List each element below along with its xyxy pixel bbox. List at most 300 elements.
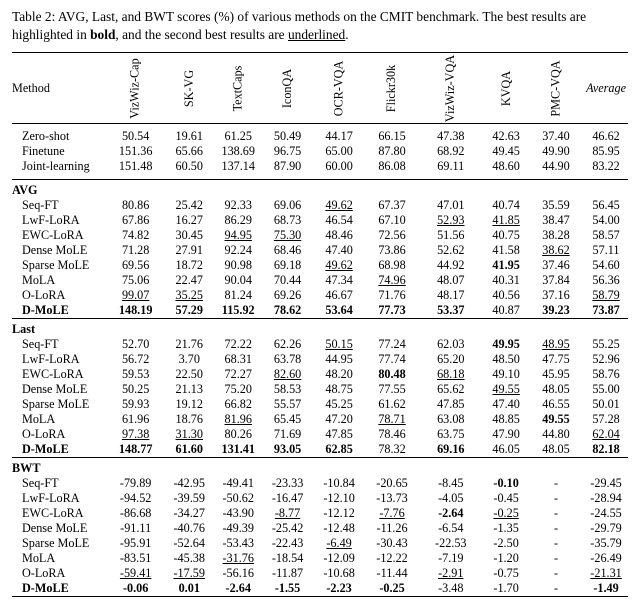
score-cell: 55.25 <box>592 337 620 351</box>
score-cell: -4.05 <box>438 491 464 505</box>
score-cell: 78.62 <box>273 303 302 317</box>
method-name: D-MoLE <box>22 442 69 456</box>
score-cell: 58.57 <box>592 228 620 242</box>
score-cell: 80.26 <box>224 427 252 441</box>
score-cell: 69.06 <box>273 198 302 212</box>
score-cell: 72.22 <box>224 337 252 351</box>
score-cell: -22.43 <box>271 536 304 550</box>
score-cell: 131.41 <box>221 442 255 456</box>
score-cell: 96.75 <box>273 144 302 158</box>
score-cell: 58.79 <box>592 288 620 302</box>
score-cell: 52.96 <box>592 352 620 366</box>
score-cell: -0.45 <box>493 491 519 505</box>
score-cell: -12.22 <box>376 551 408 565</box>
score-cell: 66.15 <box>378 129 406 143</box>
score-cell: 69.11 <box>437 159 465 173</box>
score-cell: -12.10 <box>323 491 355 505</box>
score-cell: 82.60 <box>273 367 302 381</box>
score-cell: -20.65 <box>376 476 408 490</box>
score-cell: 47.20 <box>325 412 353 426</box>
score-cell: 50.01 <box>592 397 620 411</box>
score-cell: 59.93 <box>121 397 150 411</box>
score-cell: 45.95 <box>542 367 570 381</box>
method-name: MoLA <box>22 273 56 287</box>
score-cell: -2.64 <box>438 506 464 520</box>
score-cell: -1.49 <box>584 581 628 597</box>
score-cell: 40.75 <box>492 228 520 242</box>
table-row <box>12 144 628 159</box>
method-name: Sparse MoLE <box>22 258 90 272</box>
score-cell: -40.76 <box>173 521 205 535</box>
score-cell: 75.20 <box>224 382 252 396</box>
score-cell: 65.20 <box>437 352 465 366</box>
score-cell: 47.85 <box>325 427 353 441</box>
score-cell: 67.37 <box>378 198 406 212</box>
results-table <box>12 52 628 597</box>
method-name: EWC-LoRA <box>22 506 84 520</box>
table-caption <box>12 8 628 44</box>
score-cell: 18.76 <box>175 412 203 426</box>
score-cell: -0.25 <box>493 506 519 520</box>
score-cell: 37.16 <box>542 288 570 302</box>
score-cell: 63.78 <box>273 352 302 366</box>
method-name: Sparse MoLE <box>22 397 90 411</box>
score-cell: -91.11 <box>120 521 152 535</box>
score-cell: -94.52 <box>119 491 152 505</box>
method-name: O-LoRA <box>22 566 66 580</box>
score-cell: 48.95 <box>542 337 570 351</box>
score-cell: 48.05 <box>542 442 570 456</box>
score-cell: -13.73 <box>376 491 408 505</box>
score-cell: 77.24 <box>378 337 406 351</box>
score-cell: 35.59 <box>542 198 570 212</box>
table-row <box>12 288 628 303</box>
score-cell: 61.62 <box>378 397 406 411</box>
score-cell: 38.28 <box>542 228 570 242</box>
score-cell: 138.69 <box>221 144 255 158</box>
score-cell: 77.74 <box>378 352 406 366</box>
score-cell: 40.56 <box>492 288 520 302</box>
score-cell: 51.56 <box>437 228 465 242</box>
score-cell: -42.95 <box>173 476 205 490</box>
score-cell: 81.24 <box>224 288 252 302</box>
score-cell: 58.76 <box>592 367 620 381</box>
score-cell: 65.62 <box>437 382 465 396</box>
score-cell: 49.55 <box>492 382 520 396</box>
score-cell: -29.79 <box>590 521 622 535</box>
score-cell: - <box>553 521 558 535</box>
score-cell: 71.76 <box>378 288 406 302</box>
header-vizwiz-vqa: VizWiz-VQA <box>417 53 484 124</box>
table-row <box>12 352 628 367</box>
table-row <box>12 566 628 581</box>
score-cell: 44.92 <box>437 258 465 272</box>
table-row <box>12 228 628 243</box>
score-cell: -2.91 <box>438 566 464 580</box>
score-cell: 86.08 <box>378 159 406 173</box>
score-cell: 47.85 <box>437 397 465 411</box>
score-cell: 73.86 <box>378 243 406 257</box>
score-cell: -11.44 <box>376 566 408 580</box>
section-title: Last <box>12 319 628 338</box>
score-cell: 56.72 <box>121 352 150 366</box>
score-cell: -10.68 <box>323 566 355 580</box>
score-cell: -1.70 <box>484 581 528 597</box>
table-row <box>12 243 628 258</box>
score-cell: -29.45 <box>590 476 622 490</box>
score-cell: 48.60 <box>492 159 520 173</box>
score-cell: 48.75 <box>325 382 353 396</box>
score-cell: 46.67 <box>325 288 353 302</box>
score-cell: 61.60 <box>175 442 203 456</box>
score-cell: 68.46 <box>273 243 302 257</box>
score-cell: 69.56 <box>121 258 150 272</box>
score-cell: 47.01 <box>437 198 465 212</box>
score-cell: -2.23 <box>311 581 367 597</box>
score-cell: 47.38 <box>437 129 465 143</box>
section-title: BWT <box>12 458 628 477</box>
score-cell: 39.23 <box>542 303 570 317</box>
score-cell: 90.04 <box>224 273 252 287</box>
score-cell: 69.16 <box>437 442 465 456</box>
score-cell: 57.11 <box>592 243 620 257</box>
method-name: EWC-LoRA <box>22 228 84 242</box>
score-cell: 77.73 <box>378 303 406 317</box>
score-cell: 62.85 <box>325 442 353 456</box>
score-cell: 3.70 <box>178 352 200 366</box>
score-cell: -43.90 <box>222 506 254 520</box>
score-cell: 31.30 <box>175 427 203 441</box>
score-cell: -12.48 <box>323 521 355 535</box>
score-cell: -0.10 <box>493 476 519 490</box>
score-cell: -39.59 <box>173 491 205 505</box>
score-cell: -53.43 <box>222 536 254 550</box>
score-cell: 97.38 <box>121 427 150 441</box>
score-cell: 18.72 <box>175 258 203 272</box>
score-cell: -1.20 <box>493 551 519 565</box>
score-cell: 65.45 <box>273 412 302 426</box>
score-cell: 65.00 <box>325 144 353 158</box>
score-cell: 50.54 <box>121 129 150 143</box>
score-cell: 62.26 <box>273 337 302 351</box>
table-row <box>12 273 628 288</box>
method-name: EWC-LoRA <box>22 367 84 381</box>
score-cell: 48.46 <box>325 228 353 242</box>
score-cell: 49.90 <box>542 144 570 158</box>
table-row <box>12 337 628 352</box>
score-cell: 52.70 <box>121 337 150 351</box>
score-cell: -3.48 <box>417 581 484 597</box>
header-row <box>12 53 628 124</box>
score-cell: 151.48 <box>118 159 153 173</box>
score-cell: -2.64 <box>213 581 264 597</box>
table-row <box>12 213 628 228</box>
method-name: LwF-LoRA <box>22 213 80 227</box>
score-cell: 75.30 <box>273 228 302 242</box>
method-name: MoLA <box>22 551 56 565</box>
score-cell: 90.98 <box>224 258 252 272</box>
score-cell: 63.08 <box>437 412 465 426</box>
score-cell: 21.13 <box>175 382 203 396</box>
method-name: Dense MoLE <box>22 382 88 396</box>
caption-text-mid: , and the second best results are <box>115 27 288 42</box>
method-name: Sparse MoLE <box>22 536 90 550</box>
score-cell: 115.92 <box>221 303 255 317</box>
score-cell: 37.84 <box>542 273 570 287</box>
score-cell: 16.27 <box>175 213 203 227</box>
score-cell: 74.82 <box>121 228 150 242</box>
score-cell: - <box>553 491 558 505</box>
table-row <box>12 303 628 319</box>
score-cell: 50.15 <box>325 337 353 351</box>
score-cell: 52.93 <box>437 213 465 227</box>
score-cell: 46.62 <box>592 129 620 143</box>
score-cell: -6.49 <box>326 536 352 550</box>
score-cell: 0.01 <box>166 581 213 597</box>
score-cell: 49.45 <box>492 144 520 158</box>
score-cell: -25.42 <box>271 521 304 535</box>
method-name: O-LoRA <box>22 427 66 441</box>
score-cell: -8.45 <box>438 476 464 490</box>
score-cell: 37.46 <box>542 258 570 272</box>
score-cell: 45.25 <box>325 397 353 411</box>
score-cell: 69.26 <box>273 288 302 302</box>
score-cell: 61.96 <box>121 412 150 426</box>
header-vizwiz-cap: VizWiz-Cap <box>105 53 165 124</box>
score-cell: 47.40 <box>325 243 353 257</box>
table-row <box>12 412 628 427</box>
score-cell: 68.92 <box>437 144 465 158</box>
method-name: LwF-LoRA <box>22 491 80 505</box>
score-cell: -34.27 <box>173 506 205 520</box>
score-cell: 49.62 <box>325 258 353 272</box>
score-cell: -11.26 <box>376 521 408 535</box>
table-row <box>12 382 628 397</box>
score-cell: 57.28 <box>592 412 620 426</box>
score-cell: 63.75 <box>437 427 465 441</box>
score-cell: -50.62 <box>222 491 254 505</box>
score-cell: 40.87 <box>492 303 520 317</box>
method-name: Dense MoLE <box>22 243 88 257</box>
score-cell: 40.74 <box>492 198 520 212</box>
score-cell: 68.18 <box>437 367 465 381</box>
score-cell: 44.80 <box>542 427 570 441</box>
score-cell: 57.29 <box>175 303 203 317</box>
score-cell: 60.00 <box>325 159 353 173</box>
score-cell: 68.98 <box>378 258 406 272</box>
score-cell: -79.89 <box>119 476 152 490</box>
score-cell: -0.75 <box>493 566 519 580</box>
section-header <box>12 458 628 477</box>
score-cell: 74.96 <box>378 273 406 287</box>
score-cell: 68.73 <box>273 213 302 227</box>
method-name: MoLA <box>22 412 56 426</box>
table-row <box>12 397 628 412</box>
score-cell: 48.50 <box>492 352 520 366</box>
score-cell: -49.39 <box>222 521 254 535</box>
score-cell: 48.05 <box>542 382 570 396</box>
caption-text-end: . <box>345 27 349 42</box>
score-cell: 46.54 <box>325 213 353 227</box>
score-cell: 65.66 <box>175 144 203 158</box>
header-flickr30k: Flickr30k <box>367 53 417 124</box>
score-cell: 48.20 <box>325 367 353 381</box>
score-cell: 21.76 <box>175 337 203 351</box>
score-cell: 92.24 <box>224 243 252 257</box>
score-cell: - <box>553 536 558 550</box>
score-cell: 46.05 <box>492 442 520 456</box>
score-cell: 151.36 <box>118 144 153 158</box>
score-cell: 47.34 <box>325 273 353 287</box>
score-cell: 62.04 <box>592 427 620 441</box>
score-cell: -7.19 <box>438 551 464 565</box>
score-cell: 44.95 <box>325 352 353 366</box>
method-name: Seq-FT <box>22 198 59 212</box>
caption-underline-word: underlined <box>287 27 346 42</box>
header-kvqa: KVQA <box>484 53 528 124</box>
score-cell: 148.77 <box>118 442 153 456</box>
method-name: Joint-learning <box>22 159 90 173</box>
score-cell: 55.57 <box>273 397 302 411</box>
score-cell: -0.25 <box>367 581 417 597</box>
score-cell: 59.53 <box>121 367 150 381</box>
score-cell: 22.50 <box>175 367 203 381</box>
score-cell: - <box>553 551 558 565</box>
table-row <box>12 367 628 382</box>
score-cell: 46.55 <box>542 397 570 411</box>
table-row <box>12 427 628 442</box>
score-cell: 54.00 <box>592 213 620 227</box>
score-cell: 86.29 <box>224 213 252 227</box>
score-cell: 92.33 <box>224 198 252 212</box>
table-row <box>12 521 628 536</box>
score-cell: 81.96 <box>224 412 252 426</box>
score-cell: 48.17 <box>437 288 465 302</box>
score-cell: -21.31 <box>590 566 622 580</box>
score-cell: -16.47 <box>271 491 304 505</box>
method-name: Finetune <box>22 144 65 158</box>
score-cell: 73.87 <box>592 303 620 317</box>
section-header <box>12 319 628 338</box>
score-cell: 42.63 <box>492 129 520 143</box>
score-cell: 44.90 <box>542 159 570 173</box>
score-cell: 48.07 <box>437 273 465 287</box>
score-cell: -35.79 <box>590 536 622 550</box>
score-cell: 137.14 <box>221 159 255 173</box>
score-cell: 82.18 <box>592 442 620 456</box>
score-cell: 75.06 <box>121 273 150 287</box>
score-cell: 30.45 <box>175 228 203 242</box>
score-cell: 148.19 <box>118 303 153 317</box>
score-cell: 87.80 <box>378 144 406 158</box>
header-average: Average <box>584 53 628 124</box>
table-body <box>12 124 628 597</box>
header-sk-vg: SK-VG <box>166 53 213 124</box>
score-cell: 19.61 <box>175 129 203 143</box>
score-cell: 48.85 <box>492 412 520 426</box>
method-name: Dense MoLE <box>22 521 88 535</box>
score-cell: 78.46 <box>378 427 406 441</box>
score-cell: 61.25 <box>224 129 252 143</box>
score-cell: 50.49 <box>273 129 302 143</box>
score-cell: 35.25 <box>175 288 203 302</box>
table-row <box>12 258 628 273</box>
score-cell: 80.48 <box>378 367 406 381</box>
score-cell: -2.50 <box>493 536 519 550</box>
header-ocr-vqa: OCR-VQA <box>311 53 367 124</box>
score-cell: 66.82 <box>224 397 252 411</box>
method-name: O-LoRA <box>22 288 66 302</box>
score-cell: 19.12 <box>175 397 203 411</box>
score-cell: 52.62 <box>437 243 465 257</box>
score-cell: 67.10 <box>378 213 406 227</box>
score-cell: 85.95 <box>592 144 620 158</box>
score-cell: 47.75 <box>542 352 570 366</box>
score-cell: -59.41 <box>119 566 152 580</box>
header-pmc-vqa: PMC-VQA <box>528 53 584 124</box>
score-cell: 77.55 <box>378 382 406 396</box>
score-cell: 72.56 <box>378 228 406 242</box>
score-cell: -12.09 <box>323 551 355 565</box>
score-cell: 37.40 <box>542 129 570 143</box>
score-cell: -10.84 <box>323 476 355 490</box>
score-cell: -45.38 <box>173 551 205 565</box>
table-row <box>12 581 628 597</box>
table-row <box>12 129 628 144</box>
score-cell: 94.95 <box>224 228 252 242</box>
score-cell: 83.22 <box>592 159 620 173</box>
score-cell: 49.62 <box>325 198 353 212</box>
score-cell: 38.47 <box>542 213 570 227</box>
table-row <box>12 442 628 458</box>
score-cell: -1.55 <box>264 581 312 597</box>
score-cell: -1.35 <box>493 521 519 535</box>
score-cell: -8.77 <box>274 506 301 520</box>
score-cell: -22.53 <box>435 536 467 550</box>
score-cell: -26.49 <box>590 551 622 565</box>
method-name: D-MoLE <box>22 303 69 317</box>
score-cell: 25.42 <box>175 198 203 212</box>
table-row <box>12 551 628 566</box>
method-name: LwF-LoRA <box>22 352 80 366</box>
score-cell: 72.27 <box>224 367 252 381</box>
score-cell: 78.32 <box>378 442 406 456</box>
score-cell: 40.31 <box>492 273 520 287</box>
score-cell: 41.85 <box>492 213 520 227</box>
score-cell: 53.64 <box>325 303 353 317</box>
score-cell: 56.45 <box>592 198 620 212</box>
header-iconqa: IconQA <box>264 53 312 124</box>
header-method: Method <box>12 53 105 124</box>
score-cell: 62.03 <box>437 337 465 351</box>
score-cell: -12.12 <box>323 506 355 520</box>
score-cell: 68.31 <box>224 352 252 366</box>
score-cell: 87.90 <box>273 159 302 173</box>
score-cell: -86.68 <box>119 506 152 520</box>
score-cell: -23.33 <box>271 476 304 490</box>
score-cell: -49.41 <box>222 476 254 490</box>
score-cell: - <box>553 566 558 580</box>
score-cell: 80.86 <box>121 198 150 212</box>
method-name: Zero-shot <box>22 129 70 143</box>
caption-bold-word: bold <box>90 27 116 42</box>
score-cell: - <box>528 581 584 597</box>
score-cell: 71.69 <box>273 427 302 441</box>
score-cell: 27.91 <box>175 243 203 257</box>
score-cell: -28.94 <box>590 491 622 505</box>
score-cell: 53.37 <box>437 303 465 317</box>
score-cell: -7.76 <box>379 506 405 520</box>
